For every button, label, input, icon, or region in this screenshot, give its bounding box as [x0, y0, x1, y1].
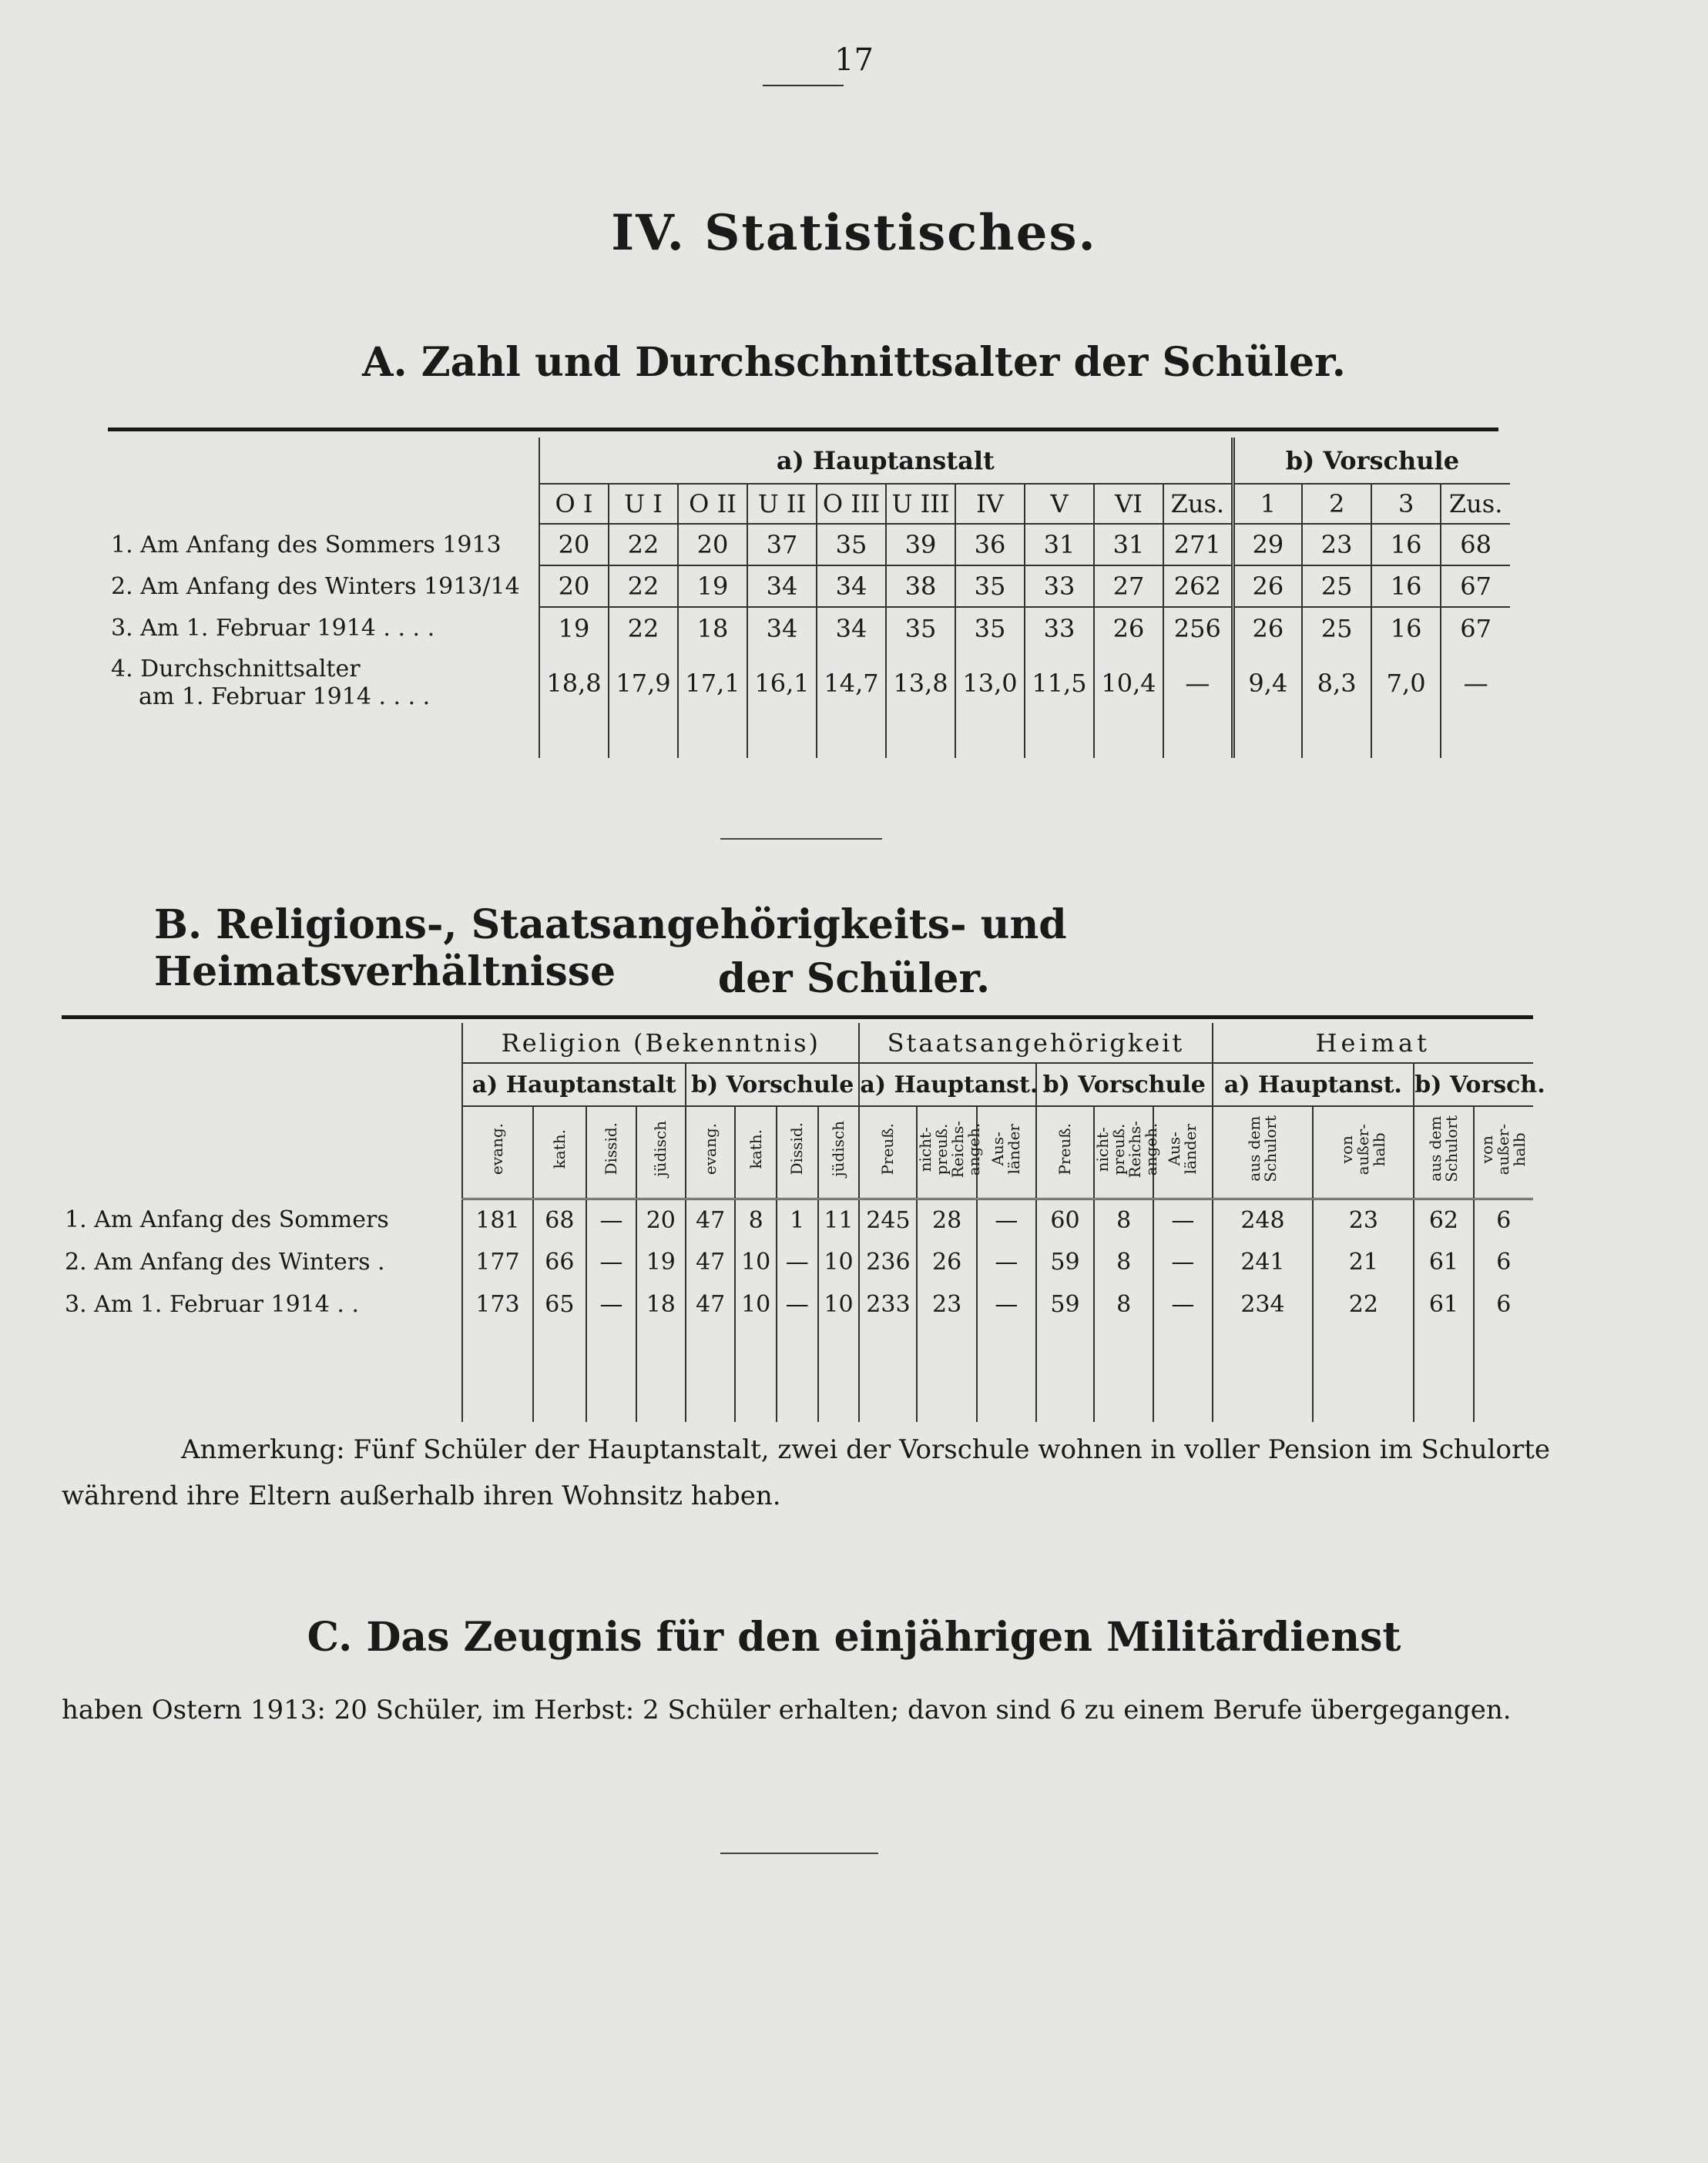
section-a-title: A. Zahl und Durchschnittsalter der Schüler.: [362, 339, 1346, 386]
table-b-cell: 10: [735, 1241, 777, 1283]
table-b-tail-cell: [1414, 1326, 1473, 1422]
table-a-row-label-text-2: am 1. Februar 1914 . . . .: [139, 683, 431, 710]
table-a-col-header: O III: [817, 484, 886, 524]
table-b-tail-cell: [777, 1326, 818, 1422]
table-b-cell: —: [777, 1283, 818, 1326]
table-b-cell: 10: [735, 1283, 777, 1326]
table-b-stub-2: [62, 1063, 462, 1106]
table-b-cell: 59: [1036, 1241, 1094, 1283]
table-row: [108, 649, 1510, 718]
table-b-tail-cell: [586, 1326, 636, 1422]
table-b-group-citizenship: Staatsangehörigkeit: [859, 1023, 1212, 1063]
table-a-cell: 25: [1302, 565, 1371, 607]
table-b-sub-citizenship-pre: b) Vorschule: [1036, 1063, 1213, 1106]
table-a-cell: 16: [1371, 607, 1441, 649]
table-row: [108, 607, 1510, 649]
table-b-col-header-cell: [1313, 1106, 1414, 1199]
table-b-cell: —: [1153, 1199, 1212, 1241]
table-a-row-label-text: 2. Am Anfang des Winters 1913/14: [111, 572, 520, 600]
table-b-cell: 59: [1036, 1283, 1094, 1326]
table-b-tail-cell: [917, 1326, 976, 1422]
table-a-tail-cell: [1025, 718, 1094, 758]
table-b-tail-cell: [735, 1326, 777, 1422]
table-b-col-header: aus dem Schulort: [1425, 1115, 1461, 1183]
table-a-cell: 262: [1163, 565, 1233, 607]
table-a-col-header: U III: [886, 484, 955, 524]
table-b-tail-cell: [1036, 1326, 1094, 1422]
table-b-col-header: kath.: [746, 1129, 765, 1169]
table-b-cell: —: [586, 1241, 636, 1283]
table-a-col-header: O II: [678, 484, 747, 524]
table-b-group-home: Heimat: [1213, 1023, 1533, 1063]
table-a-col-header: IV: [955, 484, 1025, 524]
table-a-cell: 34: [817, 565, 886, 607]
table-a-cell: 68: [1441, 524, 1510, 565]
table-a-cell: 35: [955, 607, 1025, 649]
table-a-cell: 19: [678, 565, 747, 607]
table-b-col-header: aus dem Schulort: [1244, 1115, 1280, 1183]
table-b-sub-home-pre: b) Vorsch.: [1414, 1063, 1533, 1106]
table-a-col-header: O I: [539, 484, 609, 524]
table-a-col-header: 1: [1233, 484, 1302, 524]
table-b-col-header-cell: [586, 1106, 636, 1199]
table-a-cell: 20: [678, 524, 747, 565]
table-a-row-label-text: 4. Durchschnittsalter: [111, 656, 361, 682]
table-b-cell: 23: [917, 1283, 976, 1326]
table-b-sub-religion-main: a) Hauptanstalt: [462, 1063, 686, 1106]
table-a-cell: 7,0: [1371, 649, 1441, 718]
table-a-cell: 271: [1163, 524, 1233, 565]
page-number-rule: [763, 85, 844, 86]
table-a-cell: 20: [539, 565, 609, 607]
table-a-cell: 11,5: [1025, 649, 1094, 718]
table-b-cell: 62: [1414, 1199, 1473, 1241]
table-b-col-header: Dissid.: [601, 1122, 620, 1175]
table-b-cell: 6: [1474, 1283, 1533, 1326]
table-b-cell: —: [777, 1241, 818, 1283]
table-a-cell: 39: [886, 524, 955, 565]
table-b-cell: 8: [1094, 1241, 1153, 1283]
table-a-stub-2: [108, 484, 539, 524]
table-a-col-header: V: [1025, 484, 1094, 524]
table-b-top-rule: [62, 1015, 1533, 1019]
table-b-col-header: nicht- preuß. Reichs- angeh.: [1093, 1120, 1161, 1178]
separator-a-b: [720, 838, 882, 840]
table-a-tail-cell: [609, 718, 678, 758]
table-a-cell: 8,3: [1302, 649, 1371, 718]
table-b-col-header: Preuß.: [1055, 1123, 1074, 1175]
table-row: [62, 1283, 1533, 1326]
table-b-cell: —: [977, 1199, 1036, 1241]
table-b-cell: 173: [462, 1283, 532, 1326]
table-b-sub-religion-pre: b) Vorschule: [686, 1063, 859, 1106]
table-b-col-header-cell: [916, 1106, 984, 1199]
table-b-tail-cell: [1313, 1326, 1414, 1422]
table-b-cell: 248: [1213, 1199, 1314, 1241]
table-b-cell: 22: [1313, 1283, 1414, 1326]
table-b-cell: 6: [1474, 1199, 1533, 1241]
table-b-cell: 234: [1213, 1283, 1314, 1326]
table-a-cell: 13,8: [886, 649, 955, 718]
table-a-cell: 67: [1441, 565, 1510, 607]
table-a-cell: 16: [1371, 524, 1441, 565]
table-b-cell: 68: [533, 1199, 587, 1241]
table-a-cell: 31: [1094, 524, 1163, 565]
table-b-tail-cell: [533, 1326, 587, 1422]
table-b-tail-cell: [818, 1326, 860, 1422]
table-b-cell: 241: [1213, 1241, 1314, 1283]
table-b-col-header-cell: [977, 1106, 1036, 1199]
table-a-tail-cell: [1163, 718, 1233, 758]
table-a-tail-cell: [539, 718, 609, 758]
table-a-cell: 23: [1302, 524, 1371, 565]
table-a-cell: 17,1: [678, 649, 747, 718]
table-b-cell: 61: [1414, 1241, 1473, 1283]
table-a-cell: 16,1: [747, 649, 817, 718]
table-b-cell: 8: [1094, 1199, 1153, 1241]
table-a-tail-cell: [747, 718, 817, 758]
table-b-tail-cell: [1153, 1326, 1212, 1422]
table-b-cell: 47: [686, 1241, 735, 1283]
table-b-col-header: jüdisch: [651, 1121, 670, 1178]
table-a-cell: 34: [747, 565, 817, 607]
table-b-col-header-cell: [1213, 1106, 1314, 1199]
table-b-tail-cell: [462, 1326, 532, 1422]
table-row: [108, 565, 1510, 607]
table-b-cell: 19: [636, 1241, 686, 1283]
table-b-cell: 23: [1313, 1199, 1414, 1241]
table-b-col-header-cell: [636, 1106, 686, 1199]
section-b-title-line2: der Schüler.: [717, 955, 991, 1002]
table-b-cell: 66: [533, 1241, 587, 1283]
table-a-cell: 22: [609, 607, 678, 649]
table-b-col-header: von außer- halb: [1478, 1123, 1529, 1175]
table-a-tail-cell: [1302, 718, 1371, 758]
table-a-cell: 26: [1233, 565, 1302, 607]
table-b-cell: 6: [1474, 1241, 1533, 1283]
table-b-row-label: 3. Am 1. Februar 1914 . .: [65, 1291, 360, 1318]
section-b-title-line1: B. Religions-, Staatsangehörigkeits- und Heimatsverhältnisse: [154, 901, 1067, 995]
table-b-cell: 181: [462, 1199, 532, 1241]
table-a-col-header: U II: [747, 484, 817, 524]
table-b-cell: —: [586, 1283, 636, 1326]
table-b-tail-cell: [1094, 1326, 1153, 1422]
table-a-tail-cell: [1094, 718, 1163, 758]
table-a-cell: 22: [609, 565, 678, 607]
table-b-col-header-cell: [818, 1106, 860, 1199]
table-a-cell: 67: [1441, 607, 1510, 649]
table-b-row-label: 2. Am Anfang des Winters .: [65, 1249, 385, 1276]
table-b-cell: —: [1153, 1241, 1212, 1283]
table-b-col-header: nicht- preuß. Reichs- angeh.: [916, 1120, 984, 1178]
table-a-cell: 33: [1025, 565, 1094, 607]
table-a-cell: 26: [1233, 607, 1302, 649]
table-b-cell: 18: [636, 1283, 686, 1326]
table-a-col-header: Zus.: [1441, 484, 1510, 524]
table-b-group-religion: Religion (Bekenntnis): [462, 1023, 859, 1063]
table-a-col-header: VI: [1094, 484, 1163, 524]
table-a-cell: 31: [1025, 524, 1094, 565]
table-b-tail-cell: [859, 1326, 917, 1422]
table-b-cell: 11: [818, 1199, 860, 1241]
table-b-stub: [62, 1023, 462, 1063]
table-b-col-header-cell: [1036, 1106, 1094, 1199]
table-a-tail-cell: [678, 718, 747, 758]
table-a-cell: 38: [886, 565, 955, 607]
table-a-tail: [108, 718, 1510, 758]
table-b-cell: 47: [686, 1283, 735, 1326]
table-b-col-header-cell: [686, 1106, 735, 1199]
table-a-cell: 34: [817, 607, 886, 649]
table-a-cell: 17,9: [609, 649, 678, 718]
table-a-cell: 9,4: [1233, 649, 1302, 718]
table-a-cell: 18: [678, 607, 747, 649]
table-a-cell: —: [1163, 649, 1233, 718]
table-b-cell: —: [977, 1283, 1036, 1326]
table-a-cell: 22: [609, 524, 678, 565]
table-b-cell: —: [977, 1241, 1036, 1283]
table-a-col-header: 2: [1302, 484, 1371, 524]
table-a-col-header: 3: [1371, 484, 1441, 524]
section-b-note-line2: während ihre Eltern außerhalb ihren Wohnsitz haben.: [62, 1481, 781, 1511]
table-row: [62, 1241, 1533, 1283]
table-b-col-header: jüdisch: [829, 1121, 847, 1178]
table-b-cell: 177: [462, 1241, 532, 1283]
table-a-cell: 25: [1302, 607, 1371, 649]
section-b-note-line1: Anmerkung: Fünf Schüler der Hauptanstalt, zwei der Vorschule wohnen in voller Pension im Schulorte: [181, 1434, 1551, 1465]
table-b-cell: 28: [917, 1199, 976, 1241]
table-b-col-header: Dissid.: [787, 1122, 807, 1175]
table-a-tail-cell: [955, 718, 1025, 758]
table-b-col-header: Aus- länder: [988, 1124, 1024, 1175]
table-row: [108, 524, 1510, 565]
table-b-col-header: Preuß.: [878, 1123, 898, 1175]
table-a-row-label: [108, 607, 539, 649]
table-b-col-header-cell: [735, 1106, 777, 1199]
table-b-cell: 20: [636, 1199, 686, 1241]
table-b-stub-3: [62, 1106, 462, 1199]
separator-bottom: [720, 1853, 878, 1854]
table-b-cell: 8: [1094, 1283, 1153, 1326]
table-b: [62, 1023, 1545, 1422]
table-b-cell: 61: [1414, 1283, 1473, 1326]
table-a-cell: 29: [1233, 524, 1302, 565]
table-a-cell: 27: [1094, 565, 1163, 607]
table-b-cell: 26: [917, 1241, 976, 1283]
table-a-cell: 256: [1163, 607, 1233, 649]
table-b-cell: —: [586, 1199, 636, 1241]
table-b-col-header: evang.: [700, 1123, 720, 1175]
table-b-cell: 60: [1036, 1199, 1094, 1241]
table-a-cell: 35: [817, 524, 886, 565]
table-a-cell: 10,4: [1094, 649, 1163, 718]
table-b-tail-cell: [1474, 1326, 1533, 1422]
main-title: IV. Statistisches.: [611, 204, 1097, 262]
table-a-tail-cell: [1233, 718, 1302, 758]
table-b-tail-cell: [636, 1326, 686, 1422]
table-b-col-header: kath.: [549, 1129, 569, 1169]
table-a-tail-cell: [886, 718, 955, 758]
table-a-tail-cell: [1371, 718, 1441, 758]
table-b-cell: 1: [777, 1199, 818, 1241]
table-b-col-header: von außer- halb: [1337, 1123, 1389, 1175]
table-b-cell: 10: [818, 1283, 860, 1326]
table-b-col-header-cell: [859, 1106, 917, 1199]
table-b-cell: 47: [686, 1199, 735, 1241]
table-a-cell: 14,7: [817, 649, 886, 718]
table-a-tail-cell: [1441, 718, 1510, 758]
table-a-cell: 33: [1025, 607, 1094, 649]
table-b-col-header: evang.: [488, 1123, 507, 1175]
table-a-cell: 19: [539, 607, 609, 649]
table-a-cell: 36: [955, 524, 1025, 565]
table-a-group-pre: b) Vorschule: [1233, 438, 1510, 484]
table-a-row-label: [108, 524, 539, 565]
table-a-row-label: [108, 565, 539, 607]
table-a-cell: 26: [1094, 607, 1163, 649]
table-b-cell: 8: [735, 1199, 777, 1241]
table-b-col-header-cell: [777, 1106, 818, 1199]
table-b-cell: 21: [1313, 1241, 1414, 1283]
table-b-tail-cell: [686, 1326, 735, 1422]
table-b-cell: —: [1153, 1283, 1212, 1326]
table-b-cell: 65: [533, 1283, 587, 1326]
table-a-tail-cell: [817, 718, 886, 758]
table-a-cell: 18,8: [539, 649, 609, 718]
table-b-col-header-cell: [1093, 1106, 1161, 1199]
table-a-cell: 13,0: [955, 649, 1025, 718]
table-a-row-label: [108, 649, 539, 718]
table-b-tail-cell: [977, 1326, 1036, 1422]
page-number: 17: [834, 42, 874, 78]
table-a-stub: [108, 438, 539, 484]
table-b-col-header-cell: [1414, 1106, 1473, 1199]
table-a-row-label-text: 3. Am 1. Februar 1914 . . . .: [111, 614, 435, 642]
table-a-cell: 37: [747, 524, 817, 565]
table-a-col-header: Zus.: [1163, 484, 1233, 524]
table-a: [108, 438, 1510, 758]
table-a-cell: —: [1441, 649, 1510, 718]
table-b-cell: 233: [859, 1283, 917, 1326]
table-b-col-header-cell: [1474, 1106, 1533, 1199]
table-a-cell: 20: [539, 524, 609, 565]
table-b-tail-stub: [62, 1326, 462, 1422]
table-b-tail-cell: [1213, 1326, 1314, 1422]
table-b-col-header: Aus- länder: [1165, 1124, 1200, 1175]
table-a-row-label-text: 1. Am Anfang des Sommers 1913: [111, 531, 502, 558]
table-a-top-rule: [108, 428, 1498, 431]
table-b-sub-home-main: a) Hauptanst.: [1213, 1063, 1414, 1106]
table-a-group-main: a) Hauptanstalt: [539, 438, 1233, 484]
table-row: [62, 1199, 1533, 1241]
table-b-row-label: 1. Am Anfang des Sommers: [65, 1206, 389, 1233]
table-a-tail-stub: [108, 718, 539, 758]
table-b-tail: [62, 1326, 1533, 1422]
table-b-cell: 236: [859, 1241, 917, 1283]
table-a-cell: 16: [1371, 565, 1441, 607]
table-a-cell: 35: [886, 607, 955, 649]
section-c-text: haben Ostern 1913: 20 Schüler, im Herbst: 2 Schüler erhalten; davon sind 6 zu einem Berufe übergegangen.: [62, 1695, 1512, 1725]
table-a-col-header: U I: [609, 484, 678, 524]
table-a-cell: 34: [747, 607, 817, 649]
table-b-col-header-cell: [462, 1106, 532, 1199]
table-b-sub-citizenship-main: a) Hauptanst.: [859, 1063, 1036, 1106]
section-c-title: C. Das Zeugnis für den einjährigen Militärdienst: [307, 1614, 1401, 1661]
table-a-cell: 35: [955, 565, 1025, 607]
table-b-col-header-cell: [1153, 1106, 1212, 1199]
table-b-col-header-cell: [533, 1106, 587, 1199]
table-b-cell: 10: [818, 1241, 860, 1283]
table-b-cell: 245: [859, 1199, 917, 1241]
